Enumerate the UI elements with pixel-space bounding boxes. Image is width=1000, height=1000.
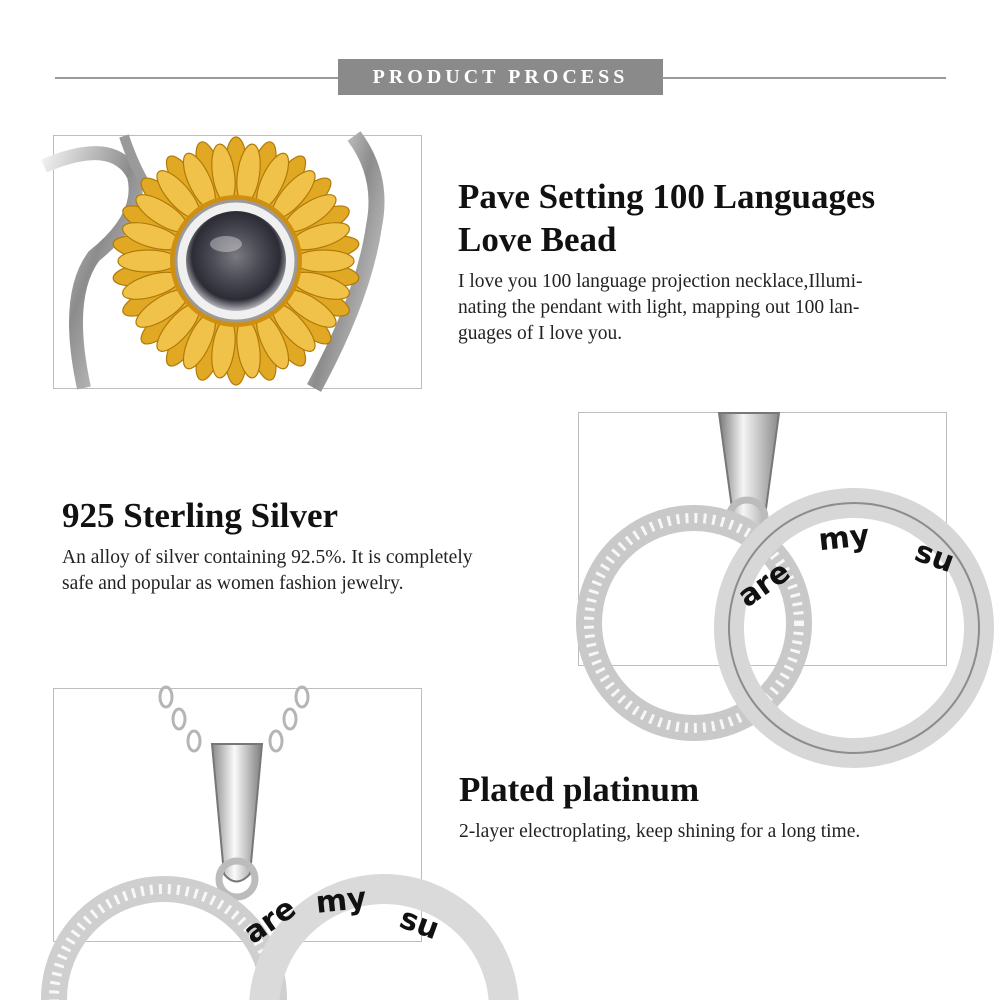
feature-title [459,768,959,811]
feature-title [458,175,928,261]
sunflower-petal [294,250,354,272]
feature-description [458,269,928,347]
feature-title-line: Pave Setting 100 Languages [458,177,876,216]
engraved-ring-photo [578,412,959,666]
feature-description-line: nating the pendant with light, mapping out 100 lan- [458,297,860,318]
feature-title [62,494,552,537]
feature-description-line: I love you 100 language projection necklace,Illumi- [458,271,863,292]
feature-title-line: Love Bead [458,220,617,259]
sunflower-petal [118,250,178,272]
engraving-word-su: su [910,533,959,581]
engraving-word-are: are [731,554,797,615]
section-header-title: PRODUCT PROCESS [372,65,629,88]
engraving-word-are: are [237,890,303,952]
feature-title-line: 925 Sterling Silver [62,496,339,535]
engraving-word-su: su [394,900,444,948]
feature-description-line: An alloy of silver containing 92.5%. It is completely [62,547,473,568]
feature-description-line: safe and popular as women fashion jewelry. [62,573,404,594]
sunflower-pendant-photo [53,135,422,389]
feature-love-bead [458,175,928,347]
feature-sterling-silver [62,494,552,597]
feature-title-line: Plated platinum [459,770,700,809]
feature-plated-platinum [459,768,959,845]
engraving-word-my: my [816,518,872,559]
section-header [338,59,663,95]
feature-description-line: 2-layer electroplating, keep shining for a long time. [459,821,861,842]
feature-description [459,819,959,845]
header-divider-left [55,77,340,79]
pendant-on-chain-photo [53,688,444,952]
feature-description [62,545,552,597]
feature-description-line: guages of I love you. [458,323,623,344]
engraving-word-my: my [314,880,369,921]
header-divider-right [662,77,946,79]
